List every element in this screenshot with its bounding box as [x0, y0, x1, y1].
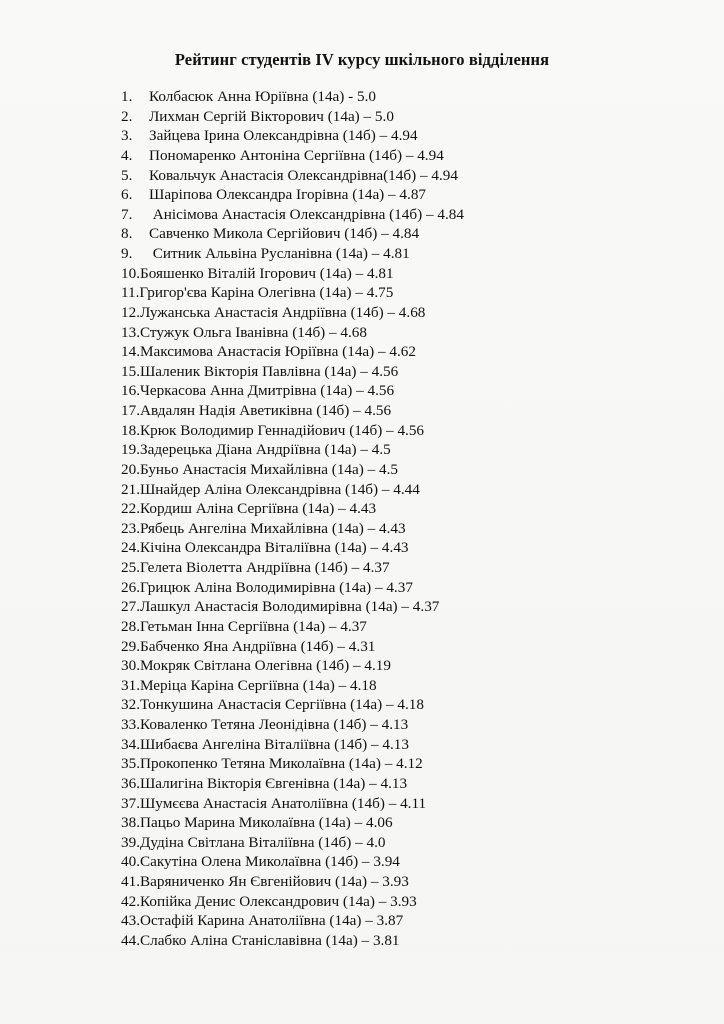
list-item-text: Копійка Денис Олександрович (14а) – 3.93 [139, 892, 417, 910]
list-item-text: Лашкул Анастасія Володимирівна (14а) – 4.37 [139, 598, 440, 616]
list-item-text: Шумєєва Анастасія Анатоліївна (14б) – 4.11 [139, 794, 427, 812]
list-item-number: 34. [121, 735, 140, 753]
list-item-text: Шибаєва Ангеліна Віталіївна (14б) – 4.13 [139, 735, 409, 753]
list-item-text: Авдалян Надія Аветиківна (14б) – 4.56 [139, 402, 392, 419]
list-item [121, 754, 464, 774]
list-item-number: 14. [121, 343, 140, 361]
list-item [121, 794, 464, 814]
list-item-number: 30. [121, 657, 140, 675]
list-item-text: Колбасюк Анна Юріївна (14а) - 5.0 [149, 88, 376, 105]
list-item-number: 26. [121, 578, 140, 596]
list-item-text: Мокряк Світлана Олегівна (14б) – 4.19 [139, 657, 391, 675]
list-item-number: 9. [121, 245, 133, 262]
list-item [121, 774, 464, 794]
list-item-text: Меріца Каріна Сергіївна (14а) – 4.18 [139, 676, 377, 694]
list-item-text: Стужук Ольга Іванівна (14б) – 4.68 [139, 323, 367, 341]
list-item-number: 21. [121, 480, 140, 498]
list-item [121, 323, 464, 343]
list-item [121, 833, 464, 853]
list-item-text: Ситник Альвіна Русланівна (14а) – 4.81 [149, 245, 410, 262]
list-item-text: Варяниченко Ян Євгенійович (14а) – 3.93 [139, 873, 409, 890]
list-item-text: Анісімова Анастасія Олександрівна (14б) – 4.84 [149, 205, 464, 223]
list-item-text: Слабко Аліна Станіславівна (14а) – 3.81 [139, 931, 400, 949]
list-item-number: 23. [121, 519, 140, 537]
list-item-text: Рябець Ангеліна Михайлівна (14а) – 4.43 [139, 519, 406, 537]
list-item-number: 22. [121, 500, 140, 518]
list-item [121, 637, 464, 657]
list-item-number: 10. [121, 264, 140, 282]
list-item [121, 519, 464, 539]
list-item [121, 499, 464, 519]
list-item [121, 852, 464, 872]
list-item [121, 205, 464, 225]
list-item-number: 17. [121, 402, 140, 419]
list-item-number: 43. [121, 912, 140, 930]
list-item [121, 813, 464, 833]
list-item-number: 33. [121, 716, 140, 733]
list-item-text: Шнайдер Аліна Олександрівна (14б) – 4.44 [139, 480, 420, 498]
list-item-text: Григор'єва Каріна Олегівна (14а) – 4.75 [139, 284, 394, 302]
list-item-number: 37. [121, 794, 140, 812]
list-item-number: 32. [121, 696, 140, 714]
list-item [121, 911, 464, 931]
list-item-number: 11. [121, 284, 140, 302]
ranking-list [121, 87, 464, 970]
list-item-number: 31. [121, 676, 140, 694]
list-item-number: 24. [121, 539, 140, 557]
list-item-number: 8. [121, 225, 133, 243]
list-item-text: Тонкушина Анастасія Сергіївна (14а) – 4.18 [139, 696, 424, 714]
list-item [121, 264, 464, 284]
list-item-text: Сакутіна Олена Миколаївна (14б) – 3.94 [139, 853, 400, 871]
list-item [121, 715, 464, 735]
list-item [121, 381, 464, 401]
list-item [121, 892, 464, 912]
list-item [121, 676, 464, 696]
list-item [121, 166, 464, 186]
list-item-number: 6. [121, 186, 133, 204]
list-item-number: 29. [121, 637, 140, 655]
list-item-number: 44. [121, 931, 140, 949]
list-item-number: 15. [121, 362, 140, 380]
list-item-text: Грицюк Аліна Володимирівна (14а) – 4.37 [139, 578, 413, 596]
list-item [121, 695, 464, 715]
list-item [121, 872, 464, 892]
list-item [121, 283, 464, 303]
list-item-number: 25. [121, 559, 140, 576]
list-item-text: Бабченко Яна Андріївна (14б) – 4.31 [139, 637, 376, 655]
list-item-number: 1. [121, 88, 133, 105]
list-item-text: Черкасова Анна Дмитрівна (14а) – 4.56 [139, 382, 395, 400]
list-item-number: 38. [121, 814, 140, 832]
list-item [121, 401, 464, 421]
list-item-number: 36. [121, 774, 140, 792]
list-item [121, 617, 464, 637]
list-item-text: Кордиш Аліна Сергіївна (14а) – 4.43 [139, 500, 377, 518]
list-item-text: Зайцева Ірина Олександрівна (14б) – 4.94 [149, 127, 418, 145]
list-item-number: 28. [121, 617, 140, 635]
list-item-number: 12. [121, 303, 140, 321]
list-item-text: Кічіна Олександра Віталіївна (14а) – 4.43 [139, 539, 409, 557]
list-item [121, 146, 464, 166]
list-item-number: 19. [121, 441, 140, 459]
list-item-number: 7. [121, 205, 133, 223]
list-item-text: Пацьо Марина Миколаївна (14а) – 4.06 [139, 814, 393, 832]
list-item [121, 460, 464, 480]
list-item-text: Шаленик Вікторія Павлівна (14а) – 4.56 [139, 362, 399, 380]
list-item [121, 597, 464, 617]
list-item-number: 20. [121, 460, 140, 478]
list-item-number: 4. [121, 146, 133, 164]
list-item-number: 18. [121, 421, 140, 439]
list-item [121, 421, 464, 441]
list-item-number: 5. [121, 166, 133, 184]
list-item [121, 342, 464, 362]
list-item [121, 185, 464, 205]
list-item-text: Максимова Анастасія Юріївна (14а) – 4.62 [139, 343, 416, 361]
list-item-number: 3. [121, 127, 133, 145]
list-item-number: 41. [121, 873, 140, 890]
list-item [121, 931, 464, 951]
list-item-number: 16. [121, 382, 140, 400]
list-item-text: Шалигіна Вікторія Євгенівна (14а) – 4.13 [139, 774, 408, 792]
list-item-number: 40. [121, 853, 140, 871]
page-title: Рейтинг студентів IV курсу шкільного відділення [174, 50, 550, 69]
list-item-text: Ковальчук Анастасія Олександрівна(14б) – 4.94 [149, 166, 458, 184]
list-item [121, 538, 464, 558]
list-item-text: Буньо Анастасія Михайлівна (14а) – 4.5 [139, 460, 398, 478]
list-item [121, 558, 464, 578]
list-item-text: Крюк Володимир Геннадійович (14б) – 4.56 [139, 421, 425, 439]
list-item-text: Гетьман Інна Сергіївна (14а) – 4.37 [139, 617, 367, 635]
list-item [121, 735, 464, 755]
list-item-text: Пономаренко Антоніна Сергіївна (14б) – 4.94 [149, 146, 444, 164]
list-item [121, 224, 464, 244]
list-item-number: 2. [121, 107, 133, 125]
list-item-number: 39. [121, 833, 140, 851]
list-item-text: Бояшенко Віталій Ігорович (14а) – 4.81 [139, 264, 394, 282]
list-item-text: Коваленко Тетяна Леонідівна (14б) – 4.13 [139, 716, 409, 733]
list-item-text: Савченко Микола Сергійович (14б) – 4.84 [149, 225, 420, 243]
page-bottom-margin [0, 952, 724, 1024]
list-item [121, 244, 464, 264]
list-item-text: Шаріпова Олександра Ігорівна (14а) – 4.87 [149, 186, 427, 204]
list-item-text: Лужанська Анастасія Андріївна (14б) – 4.68 [139, 303, 426, 321]
list-item-text: Лихман Сергій Вікторович (14а) – 5.0 [149, 107, 394, 125]
list-item [121, 578, 464, 598]
list-item-text: Прокопенко Тетяна Миколаївна (14а) – 4.12 [139, 755, 423, 773]
list-item-number: 27. [121, 598, 140, 616]
list-item [121, 107, 464, 127]
list-item-text: Гелета Віолетта Андріївна (14б) – 4.37 [139, 559, 390, 576]
list-item-text: Задерецька Діана Андріївна (14а) – 4.5 [139, 441, 391, 459]
list-item [121, 126, 464, 146]
list-item-number: 42. [121, 892, 140, 910]
list-item-text: Дудіна Світлана Віталіївна (14б) – 4.0 [139, 833, 386, 851]
list-item-number: 13. [121, 323, 140, 341]
list-item [121, 303, 464, 323]
list-item-text: Остафій Карина Анатоліївна (14а) – 3.87 [139, 912, 404, 930]
list-item-number: 35. [121, 755, 140, 773]
list-item [121, 480, 464, 500]
list-item [121, 656, 464, 676]
list-item [121, 440, 464, 460]
list-item [121, 87, 464, 107]
list-item [121, 362, 464, 382]
